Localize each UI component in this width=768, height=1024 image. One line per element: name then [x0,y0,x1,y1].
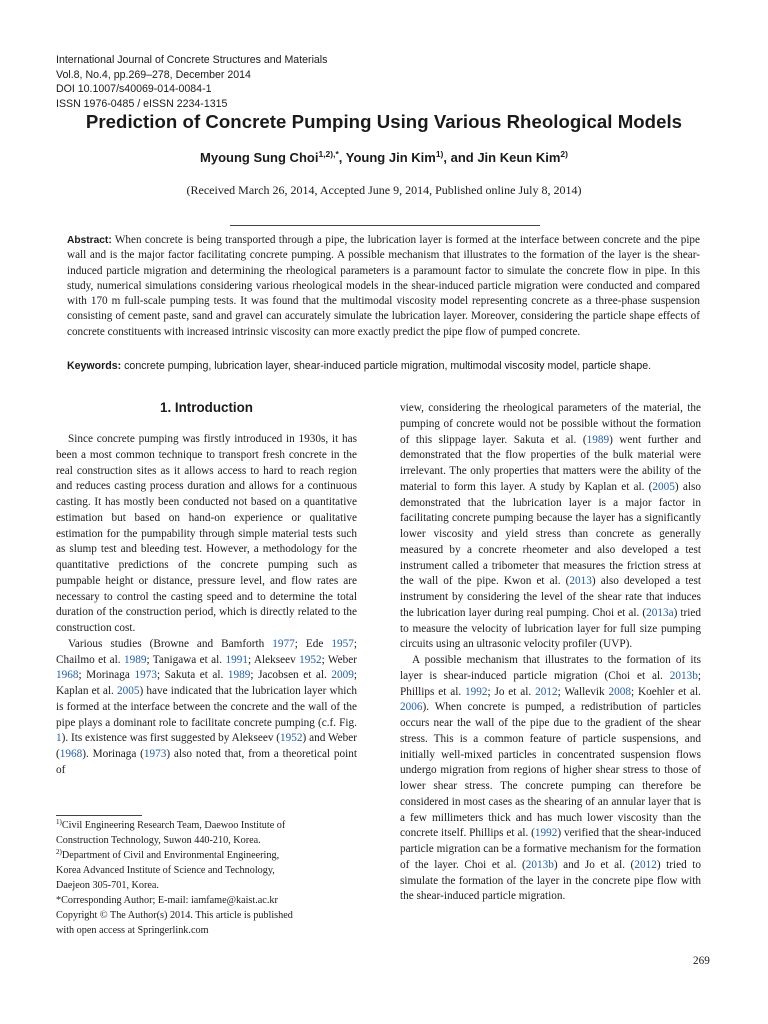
text-run: ; Tanigawa et al. [146,653,226,666]
footnote-marker: 2) [56,848,62,856]
author-list [0,150,768,165]
text-run: ; Weber [321,653,357,666]
footnote-text: Korea Advanced Institute of Science and Technology, [56,865,275,876]
citation-link[interactable]: 2009 [331,669,354,682]
text-run: ) also noted that, from a theoretical point of [56,748,357,776]
text-run: ; Wallevik [557,685,609,698]
text-run: view, considering the rheological parameters of the material, the pumping of concrete would not be possible without the formation of this slippage layer. Sakuta et al. ( [400,402,701,446]
text-run: ) and Jo et al. ( [553,858,635,871]
text-run: ) tried to measure the velocity of lubrication layer for full size pumping circuits using an ultrasonic velocity profiler (UVP). [400,606,701,651]
text-run: ) also demonstrated that the lubrication layer is a major factor in facilitating concrete pumping because the layer has a significantly lower viscosity and yield stress than concrete as generally measured by a concrete rheometer and also developed a test instrument called a tribometer that measures the friction stress at the wall of the pipe. Kwon et al. ( [400,480,701,588]
text-run: ). When concrete is pumped, a redistribution of particles occurs near the wall of the pipe due to the gradient of the shear stress. This is a common feature of particle suspensions, and initially well-mixed particles in concentrated suspension flows undergo migration from regions of higher shear stress to those of lower shear stress. The concrete pumping can therefore be considered in most cases as the shearing of an annular layer that is a few millimeters thick and has much lower viscosity than the concrete itself. Phillips et al. ( [400,701,701,840]
copyright-note: Copyright © The Author(s) 2014. This article is published [56,910,293,921]
citation-link[interactable]: 2005 [652,480,675,493]
journal-header [56,53,327,111]
journal-issn: ISSN 1976-0485 / eISSN 2234-1315 [56,97,228,110]
citation-link[interactable]: 1991 [225,653,248,666]
text-run: ; Chailmo et al. [56,637,357,666]
footnote-marker: 1) [56,818,62,826]
citation-link[interactable]: 2008 [608,685,632,698]
abstract-text: When concrete is being transported through a pipe, the lubrication layer is formed at the interface between concrete and the pipe wall and is the major factor facilitating concrete pumping. A possible mechanism that illustrates to the formation of the layer is the shear-induced particle migration and determining the rheological parameters is a paramount factor to simulate the concrete flow in pipe. In this study, numerical simulations considering various rheological models in the shear-induced particle migration were conducted and compared with 170 m full-scale pumping tests. It was found that the multimodal viscosity model representing concrete as a three-phase suspension consisting of cement paste, sand and gravel can accurately simulate the lubrication layer. Moreover, considering the particle shape effects of concrete constituents with increased intrinsic viscosity can more exactly predict the pipe flow of pumped concrete. [67,234,700,338]
right-column [400,401,701,905]
footnote-text: Construction Technology, Suwon 440-210, Korea. [56,835,261,846]
author-separator: , and [443,150,478,165]
text-run: ; Koehler et al. [631,685,701,698]
citation-link[interactable]: 1968 [56,669,79,682]
corresponding-author-marker: * [335,149,339,159]
author-affiliation-marker: 2) [560,149,568,159]
body-paragraph: Since concrete pumping was firstly introduced in 1930s, it has been a most common technique to transport fresh concrete in the real construction sites as it allows access to hard to reach region and reduces casting process duration and allows for a continuous casting. It has mostly been conducted not based on a quantitative estimation but based on hand-on experience or qualitative estimation for the pumpability through simple material tests such as slump test and bleeding test. However, a methodology for the quantitative predictions of the concrete pumping such as pumpable height or distance, pressure level, and flow rates are necessary to control the casting speed and to determine the total duration of the construction period, which is directly related to the construction cost. [56,433,357,634]
text-run: ; Phillips et al. [400,669,701,698]
footnote-text: Department of Civil and Environmental Engineering, [61,850,280,861]
citation-link[interactable]: 2005 [116,685,140,697]
journal-doi: DOI 10.1007/s40069-014-0084-1 [56,83,212,96]
figure-link[interactable]: 1 [56,732,62,745]
author-name: Jin Keun Kim [477,150,561,165]
author-affiliation-marker: 1) [435,149,444,159]
citation-link[interactable]: 2012 [535,685,558,698]
author-affiliation-marker: 1,2), [318,149,336,159]
paper-title: Prediction of Concrete Pumping Using Various Rheological Models [85,111,683,132]
footnote-affiliation-1 [56,818,361,833]
left-column [56,432,357,779]
text-run: ; Jo et al. [487,685,536,698]
text-run: ) verified that the shear-induced particle migration can be a formative mechanism for the formation of the layer. Choi et al. ( [400,827,701,871]
journal-name: International Journal of Concrete Structures and Materials [56,54,328,66]
page-number: 269 [693,955,710,967]
citation-link[interactable]: 2013b [669,669,698,682]
text-run: ) and Weber ( [56,732,358,760]
text-run: ). Morinaga ( [82,748,144,760]
keywords [67,359,717,373]
citation-link[interactable]: 2006 [400,701,423,714]
citation-link[interactable]: 1992 [464,685,488,698]
citation-link[interactable]: 1977 [272,637,295,650]
publication-dates: (Received March 26, 2014, Accepted June 9, 2014, Published online July 8, 2014) [186,183,582,197]
section-heading: 1. Introduction [160,400,253,415]
footnote-affiliation-2 [56,848,361,863]
citation-link[interactable]: 1973 [143,748,167,760]
citation-link[interactable]: 2012 [634,858,657,871]
citation-link[interactable]: 1968 [59,748,83,760]
citation-link[interactable]: 1952 [280,732,303,745]
copyright-note: with open access at Springerlink.com [56,925,209,936]
body-paragraph [400,401,701,653]
text-run: ) went further and demonstrated that the flow properties of the bulk material were irrelevant. The only properties that matters were the ability of the material to form this layer. A study by Kaplan et al. ( [400,433,701,493]
abstract-label: Abstract: [67,235,112,246]
abstract [67,233,700,340]
author-name: Myoung Sung Choi [200,150,319,165]
citation-link[interactable]: 1989 [227,669,251,682]
abstract-divider [230,225,540,226]
corresponding-author-note: *Corresponding Author; E-mail: iamfame@kaist.ac.kr [56,895,278,906]
text-run: ) also developed a test instrument by considering the level of the shear rate that induces the lubrication layer during real pumping. Choi et al. ( [400,575,701,619]
author-name: Young Jin Kim [345,150,436,165]
citation-link[interactable]: 2013b [525,858,554,871]
text-run: ; Jacobsen et al. [250,669,332,682]
citation-link[interactable]: 1992 [534,827,558,840]
footnote-text: Daejeon 305-701, Korea. [56,880,159,891]
text-run: ; Morinaga [78,669,135,682]
text-run: ; Kaplan et al. [56,669,357,697]
text-run: Various studies (Browne and Bamforth [68,637,273,650]
author-separator: , [338,150,346,165]
text-run: A possible mechanism that illustrates to the formation of its layer is shear-induced particle migration (Choi et al. [400,654,701,682]
body-paragraph [400,653,701,905]
citation-link[interactable]: 1989 [123,653,147,666]
citation-link[interactable]: 2013a [646,606,674,619]
keywords-text: concrete pumping, lubrication layer, shear-induced particle migration, multimodal viscosity model, particle shape. [124,360,652,372]
keywords-label: Keywords: [67,360,122,372]
text-run: ) have indicated that the lubrication layer which is formed at the interface between the concrete and the wall of the pipe plays a dominant role to facilitate concrete pumping (c.f. Fig. [56,685,357,729]
citation-link[interactable]: 1957 [331,637,354,650]
text-run: ). Its existence was first suggested by Alekseev ( [61,732,281,745]
footnote-text: Civil Engineering Research Team, Daewoo Institute of [61,820,286,831]
citation-link[interactable]: 1989 [586,433,610,446]
citation-link[interactable]: 1952 [299,653,322,666]
citation-link[interactable]: 2013 [569,575,592,588]
text-run: ; Ede [294,637,332,650]
journal-volume: Vol.8, No.4, pp.269–278, December 2014 [56,68,251,81]
footnote-divider [56,815,142,816]
text-run: ; Sakuta et al. [156,669,228,682]
citation-link[interactable]: 1973 [134,669,157,682]
text-run: ; Alekseev [247,653,300,666]
text-run: ) tried to simulate the formation of the layer in the concrete pipe flow with the shear-induced particle migration. [400,858,701,903]
footnotes [56,818,361,938]
body-paragraph [56,637,357,779]
